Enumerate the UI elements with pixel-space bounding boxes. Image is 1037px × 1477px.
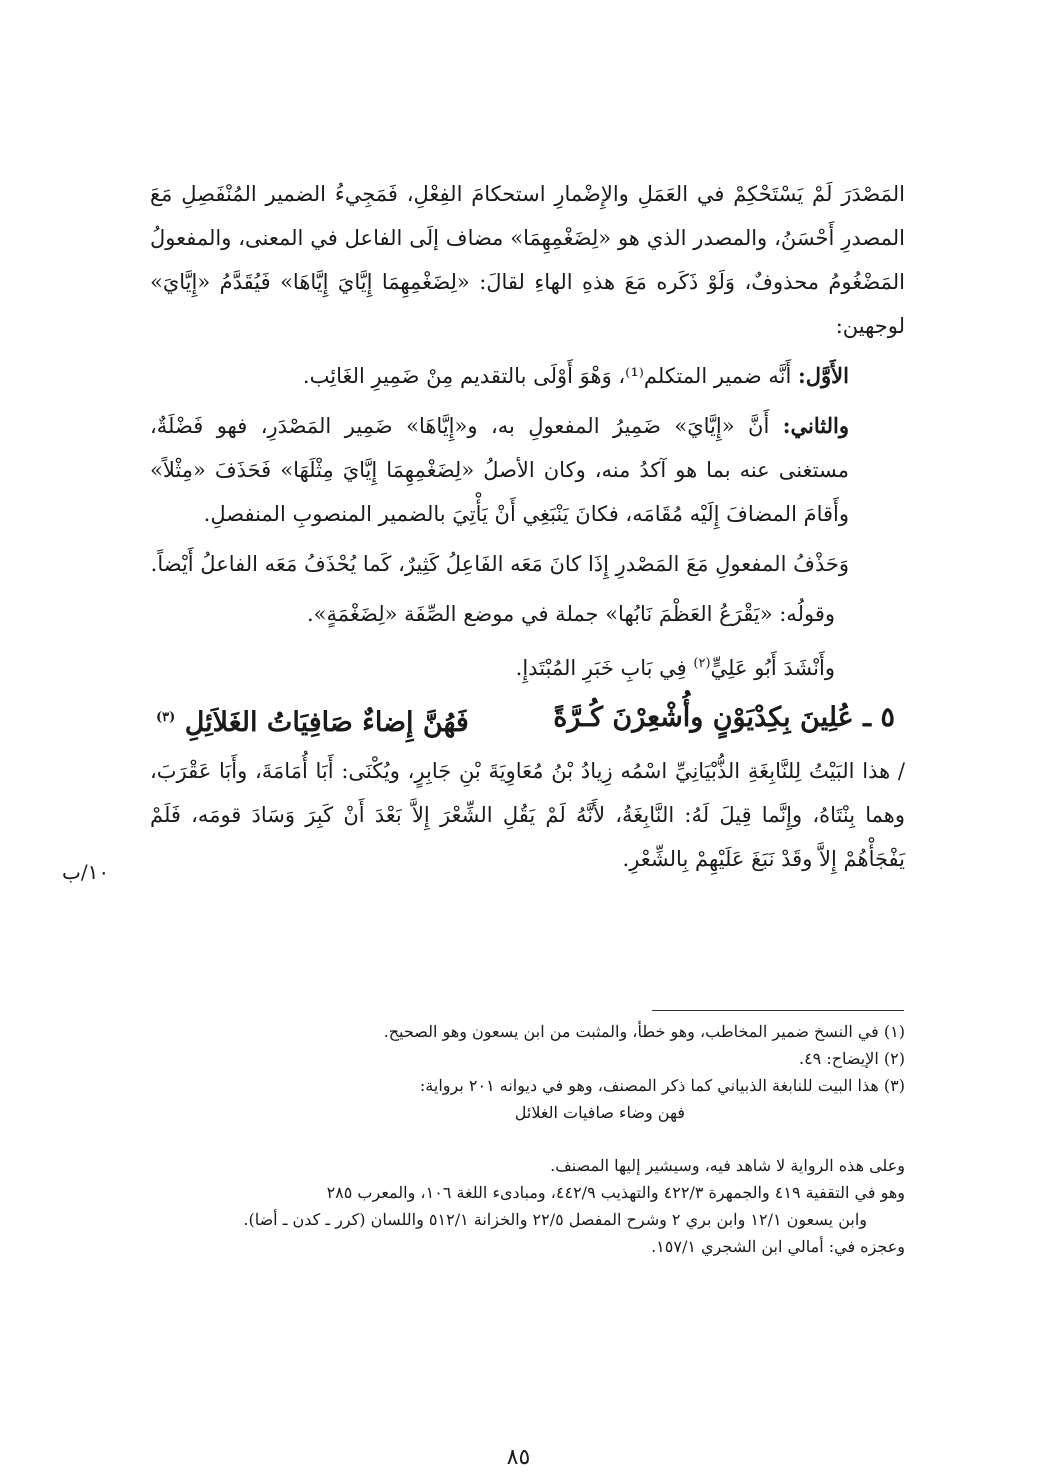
footnote-3-verse: فهن وضاء صافيات الغلائل: [514, 1103, 685, 1122]
paragraph-first-reason: [150, 354, 905, 398]
anshada-text-b: فِي بَابِ خَبَرِ المُبْتَدإِ.: [515, 656, 694, 680]
footnote-3: (٣) هذا البيت للنابغة الذبياني كما ذكر المصنف، وهو في ديوانه ٢٠١ برواية:: [419, 1076, 905, 1095]
footnote-separator: [652, 1010, 904, 1011]
paragraph-1: المَصْدَرَ لَمْ يَسْتَحْكِمْ في العَمَلِ والإِضْمارِ استحكامَ الفِعْلِ، فَمَجِيءُ الضمير المُنْفَصِلِ مَعَ المصدرِ أَحْسَنُ، والمصدر الذي هو «لِضَغْمِهِمَا» مضاف إلَى الفاعل في المعنى، والمفعولُ المَضْغُومُ محذوفٌ، وَلَوْ ذَكَره مَعَ هذهِ الهاءِ لقالَ: «لِضَغْمِهِمَا إِيَّايَ إِيَّاهَا» فَيُقَدَّمُ «إِيَّايَ» لوجهين:: [150, 182, 905, 338]
paragraph-second-reason: [150, 404, 905, 536]
verse-number: ٥ ـ: [863, 702, 895, 733]
paragraph-anshada: [150, 642, 905, 690]
paragraph-qawluhu: وقولُه: «يَقْرَعُ العَظْمَ نَابُها» جملة في موضع الصِّفَة «لِضَغْمَةٍ».: [307, 602, 835, 626]
verse-second-text: فَهُنَّ إِضاءٌ صَافِيَاتُ الغَلاَئِلِ: [184, 707, 469, 738]
footnote-2: (٢) الإيضاح: ٤٩.: [798, 1049, 905, 1068]
footnotes: [150, 1018, 905, 1260]
footnote-3-note: وعلى هذه الرواية لا شاهد فيه، وسيشير إليها المصنف.: [550, 1156, 905, 1175]
manuscript-folio-marker: ١٠/ب: [62, 860, 110, 884]
verse-second-hemistich: [156, 692, 469, 749]
footnote-3-sources: وهو في التقفية ٤١٩ والجمهرة ٤٢٢/٣ والتهذيب ٤٤٢/٩، ومبادىء اللغة ١٠٦، والمعرب ٢٨٥: [326, 1183, 905, 1202]
footnote-3-sources-cont: وابن يسعون ١٢/١ وابن بري ٢ وشرح المفصل ٢٢/٥ والخزانة ٥١٢/١ واللسان (كرر ـ كدن ـ أضا).: [243, 1210, 867, 1229]
first-reason-text: أَنَّه ضمير المتكلم⁽¹⁾، وَهْوَ أَوْلَى بالتقديم مِنْ ضَمِيرِ الغَائِب.: [302, 364, 799, 388]
page-number: ٨٥: [506, 1445, 531, 1470]
second-reason-text: أَنَّ «إِيَّايَ» ضَمِيرُ المفعولِ به، و«إِيَّاهَا» ضَمِير المَصْدَرِ، فهو فَضْلَةٌ، مستغنى عنه بما هو آكدُ منه، وكان الأصلُ «لِضَغْمِهِمَا إِيَّايَ مِثْلَهَا» فَحَذَفَ «مِثْلاً» وأَقامَ المضافَ إِلَيْه مُقَامَه، فكانَ يَنْبَغِي أَنْ يَأْتِيَ بالضمير المنصوبِ المنفصلِ.: [150, 414, 849, 526]
main-text: [150, 172, 905, 881]
verse-first-text: عُلِينَ بِكِدْيَوْنٍ وأُشْعِرْنَ كُـرَّةً: [553, 702, 854, 733]
paragraph-nabigha-bio: / هذا البَيْتُ لِلنَّابِغَةِ الذُّبْيَانِيِّ اسْمُه زِيادُ بْنُ مُعَاوِيَةَ بْنِ جَابِرٍ، ويُكْنَى: أَبَا أُمَامَةَ، وأَبَا عَقْرَبَ، وهما بِنْتَاهُ، وإِنَّما قِيلَ لَهُ: النَّابِغَةُ، لأَنَّهُ لَمْ يَقُلِ الشِّعْرَ إِلاَّ بَعْدَ أَنْ كَبِرَ وَسَادَ قومَه، فَلَمْ يَفْجَأْهُمْ إِلاَّ وقَدْ نَبَغَ عَلَيْهِمْ بِالشِّعْرِ.: [150, 759, 905, 871]
poem-verse: [150, 692, 905, 749]
verse-first-hemistich: [553, 692, 895, 749]
footnote-ref-3: (٣): [156, 710, 176, 725]
second-reason-label: والثاني:: [782, 413, 849, 438]
footnote-ref-2: (٢): [693, 656, 711, 671]
anshada-text-a: وأَنْشَدَ أَبُو عَلِيٍّ: [710, 656, 835, 680]
footnote-1: (١) في النسخ ضمير المخاطب، وهو خطأ، والمثبت من ابن يسعون وهو الصحيح.: [383, 1022, 905, 1041]
first-reason-label: الأَوَّل:: [798, 363, 849, 388]
paragraph-object-deletion: وَحَذْفُ المفعولِ مَعَ المَصْدرِ إِذَا كانَ مَعَه الفَاعِلُ كَثِيرٌ، كَما يُحْذَفُ مَعَه الفاعلُ أَيْضاً.: [150, 552, 849, 576]
footnote-3-ajuz: وعجزه في: أمالي ابن الشجري ١٥٧/١.: [651, 1237, 905, 1256]
